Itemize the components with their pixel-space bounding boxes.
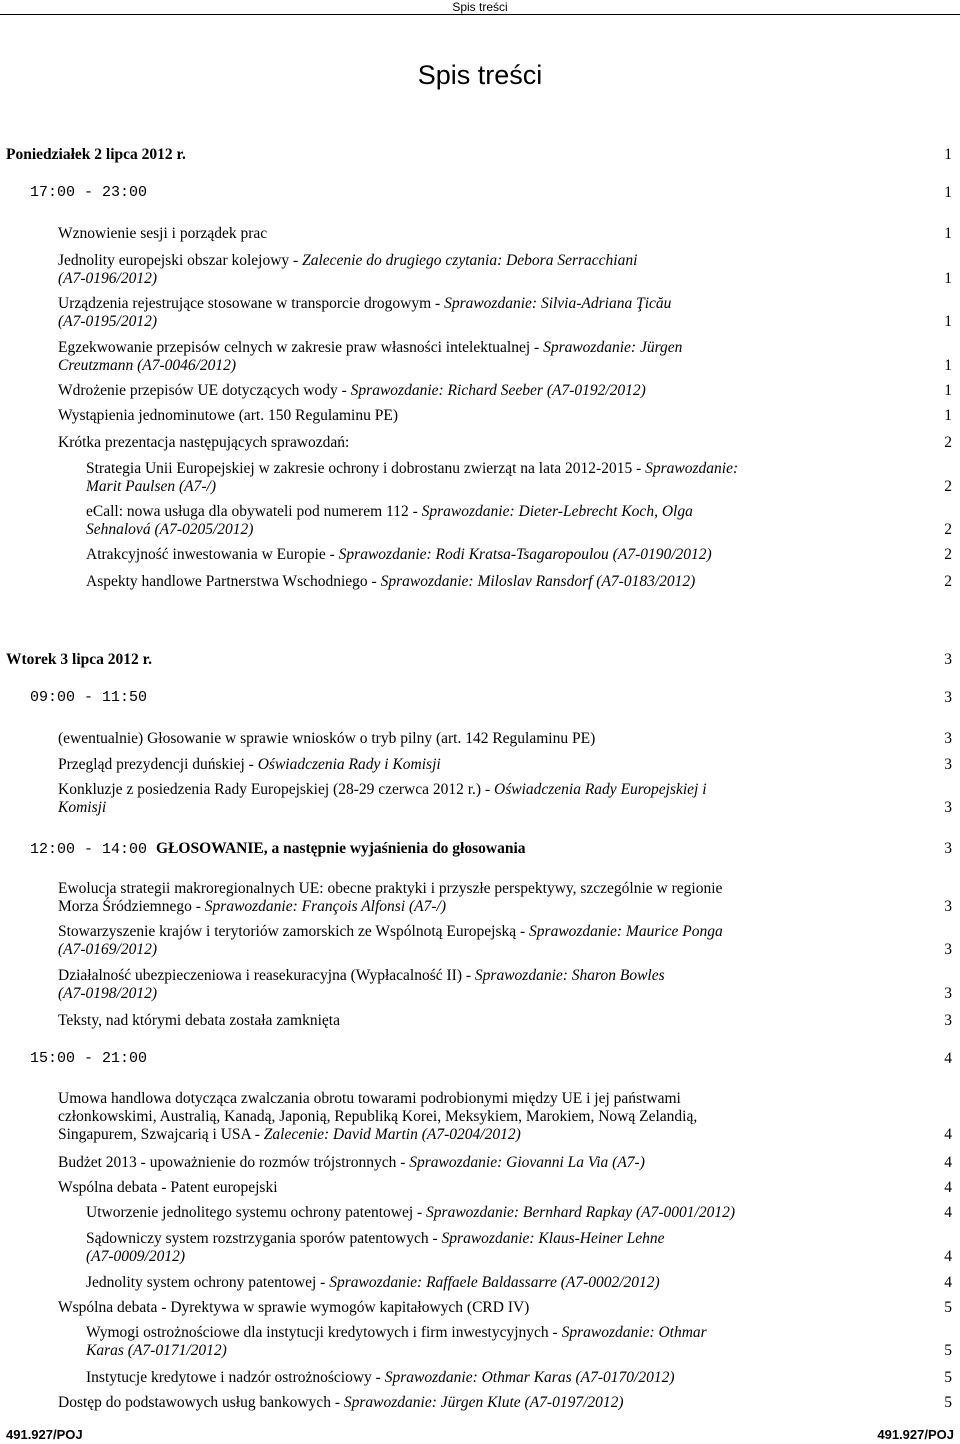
toc-entry-line [58, 898, 446, 916]
page-number: 3 [944, 689, 952, 706]
entry-rapporteur: Sprawozdanie: Raffaele Baldassarre (A7-0002/2012) [329, 1274, 660, 1291]
entry-title: Jednolity europejski obszar kolejowy - [58, 252, 303, 269]
entry-rapporteur: Sprawozdanie: Jürgen [543, 339, 683, 356]
toc-entry-line [86, 573, 695, 591]
entry-rapporteur: (A7-0169/2012) [58, 941, 158, 958]
page-number: 4 [944, 1154, 952, 1171]
entry-title: Przegląd prezydencji duńskiej - [58, 756, 258, 773]
entry-rapporteur: Oświadczenia Rady i Komisji [257, 756, 441, 773]
toc-entry-line [58, 252, 637, 270]
entry-rapporteur: Sprawozdanie: Dieter-Lebrecht Koch, Olga [421, 503, 693, 520]
entry-title: Umowa handlowa dotycząca zwalczania obrotu towarami podrobionymi między UE i jej państwami [58, 1090, 681, 1107]
toc-entry-line [58, 1090, 681, 1108]
page-number: 2 [944, 478, 952, 495]
entry-rapporteur: Sprawozdanie: Rodi Kratsa-Tsagaropoulou (A7-0190/2012) [338, 546, 712, 563]
page-number: 1 [944, 357, 952, 374]
page-number: 3 [944, 898, 952, 915]
entry-rapporteur: Sprawozdanie: Richard Seeber (A7-0192/2012) [350, 382, 646, 399]
toc-entry-line [86, 1342, 227, 1360]
page-number: 3 [944, 840, 952, 857]
page-number: 3 [944, 756, 952, 773]
page-number: 1 [944, 184, 952, 201]
entry-title: Wystąpienia jednominutowe (art. 150 Regulaminu PE) [58, 407, 398, 424]
entry-title: 17:00 - 23:00 [30, 184, 148, 201]
page-number: 5 [944, 1342, 952, 1359]
page-number: 2 [944, 573, 952, 590]
entry-rapporteur: Marit Paulsen (A7-/) [86, 478, 217, 495]
page-number: 5 [944, 1394, 952, 1411]
entry-rapporteur: Sprawozdanie: [645, 460, 739, 477]
toc-entry-line [58, 985, 157, 1003]
toc-entry-line [86, 1248, 185, 1266]
entry-rapporteur: Sprawozdanie: Miloslav Ransdorf (A7-0183/2012) [380, 573, 696, 590]
page-number: 1 [944, 382, 952, 399]
entry-rapporteur: (A7-0009/2012) [86, 1248, 186, 1265]
entry-title: Krótka prezentacja następujących sprawozdań: [58, 434, 350, 451]
entry-rapporteur: Sprawozdanie: Jürgen Klute (A7-0197/2012) [343, 1394, 624, 1411]
entry-title: Strategia Unii Europejskiej w zakresie ochrony i dobrostanu zwierząt na lata 2012-2015 - [86, 460, 646, 477]
entry-rapporteur: Sehnalová (A7-0205/2012) [86, 521, 254, 538]
entry-title: Sądowniczy system rozstrzygania sporów patentowych - [86, 1230, 442, 1247]
page-number: 3 [944, 941, 952, 958]
entry-title: 09:00 - 11:50 [30, 689, 148, 706]
toc-entry-line [6, 651, 152, 669]
toc-entry-line [58, 339, 682, 357]
entry-rapporteur: Sprawozdanie: Klaus-Heiner Lehne [441, 1230, 665, 1247]
entry-title: Egzekwowanie przepisów celnych w zakresie praw własności intelektualnej - [58, 339, 544, 356]
toc-entry-line [30, 689, 147, 707]
toc-entry-line [58, 407, 398, 425]
toc-entry-line [86, 503, 693, 521]
entry-title: Konkluzje z posiedzenia Rady Europejskiej (28-29 czerwca 2012 r.) - [58, 781, 494, 798]
entry-bold-title: GŁOSOWANIE, a następnie wyjaśnienia do głosowania [156, 840, 526, 857]
entry-rapporteur: Creutzmann (A7-0046/2012) [58, 357, 237, 374]
page-number: 3 [944, 799, 952, 816]
page-number: 3 [944, 1012, 952, 1029]
entry-title: Singapurem, Szwajcarią i USA - [58, 1126, 264, 1143]
page-number: 3 [944, 730, 952, 747]
entry-rapporteur: Sprawozdanie: Silvia-Adriana Ţicău [444, 295, 672, 312]
toc-entry-line [58, 880, 722, 898]
entry-title: Urządzenia rejestrujące stosowane w transporcie drogowym - [58, 295, 445, 312]
page-number: 4 [944, 1274, 952, 1291]
entry-title: Budżet 2013 - upoważnienie do rozmów trójstronnych - [58, 1154, 410, 1171]
entry-title: (ewentualnie) Głosowanie w sprawie wniosków o tryb pilny (art. 142 Regulaminu PE) [58, 730, 596, 747]
entry-title: Teksty, nad którymi debata została zamknięta [58, 1012, 340, 1029]
toc-entry-line [58, 270, 157, 288]
entry-title: Ewolucja strategii makroregionalnych UE: obecne praktyki i przyszłe perspektywy, szczególnie w regionie [58, 880, 723, 897]
toc-entry-line [86, 478, 216, 496]
page-number: 2 [944, 546, 952, 563]
toc-entry-line [6, 146, 186, 164]
entry-rapporteur: Sprawozdanie: Giovanni La Via (A7-) [409, 1154, 645, 1171]
entry-title: Wznowienie sesji i porządek prac [58, 225, 268, 242]
entry-rapporteur: Karas (A7-0171/2012) [86, 1342, 227, 1359]
page-number: 4 [944, 1126, 952, 1143]
toc-entry-line [86, 521, 253, 539]
entry-title: Atrakcyjność inwestowania w Europie - [86, 546, 339, 563]
toc-entry-line [58, 434, 349, 452]
toc-entry-line [30, 1050, 147, 1068]
entry-title: Dostęp do podstawowych usług bankowych - [58, 1394, 344, 1411]
entry-rapporteur: Sprawozdanie: Sharon Bowles [474, 967, 665, 984]
entry-title: Działalność ubezpieczeniowa i reasekuracyjna (Wypłacalność II) - [58, 967, 475, 984]
page-number: 2 [944, 434, 952, 451]
footer-doc-number-left: 491.927/POJ [6, 1427, 83, 1442]
toc-entry-line [86, 1274, 660, 1292]
entry-title: Morza Śródziemnego - [58, 898, 205, 915]
page-number: 1 [944, 407, 952, 424]
toc-entry-line [58, 357, 236, 375]
toc-entry-line [58, 1154, 645, 1172]
toc-entry-line [86, 460, 738, 478]
entry-rapporteur: (A7-0195/2012) [58, 313, 158, 330]
toc-entry-line [86, 1324, 707, 1342]
entry-rapporteur: (A7-0196/2012) [58, 270, 158, 287]
entry-title: eCall: nowa usługa dla obywateli pod numerem 112 - [86, 503, 422, 520]
toc-entry-line [58, 225, 267, 243]
toc-entry-line [58, 1012, 340, 1030]
toc-entry-line [58, 756, 441, 774]
toc-entry-line [58, 382, 646, 400]
page-number: 4 [944, 1248, 952, 1265]
toc-entry-line [58, 1299, 529, 1317]
page-number: 4 [944, 1179, 952, 1196]
page-number: 1 [944, 313, 952, 330]
entry-title: Wymogi ostrożnościowe dla instytucji kredytowych i firm inwestycyjnych - [86, 1324, 562, 1341]
footer-doc-number-right: 491.927/POJ [877, 1427, 954, 1442]
entry-rapporteur: Oświadczenia Rady Europejskiej i [494, 781, 707, 798]
page-number: 4 [944, 1050, 952, 1067]
toc-entry-line [58, 781, 707, 799]
entry-title: Wspólna debata - Dyrektywa w sprawie wymogów kapitałowych (CRD IV) [58, 1299, 530, 1316]
toc-entry-line [86, 1369, 675, 1387]
toc-entry-line [58, 313, 157, 331]
entry-title: Wspólna debata - Patent europejski [58, 1179, 278, 1196]
entry-title: Utworzenie jednolitego systemu ochrony patentowej - [86, 1204, 427, 1221]
page-number: 1 [944, 146, 952, 163]
entry-rapporteur: Sprawozdanie: Maurice Ponga [529, 923, 723, 940]
entry-title: Wdrożenie przepisów UE dotyczących wody - [58, 382, 351, 399]
toc-entry-line [86, 1230, 665, 1248]
entry-rapporteur: Sprawozdanie: Bernhard Rapkay (A7-0001/2012) [426, 1204, 735, 1221]
page-number: 2 [944, 521, 952, 538]
toc-entry-line [58, 941, 157, 959]
toc-entry-line [58, 295, 671, 313]
toc-entry-line [58, 799, 106, 817]
entry-title: członkowskimi, Australią, Kanadą, Japonią, Republiką Korei, Meksykiem, Marokiem, Nową Zelandią, [58, 1108, 698, 1125]
running-header: Spis treści [452, 0, 508, 14]
entry-title: Stowarzyszenie krajów i terytoriów zamorskich ze Wspólnotą Europejską - [58, 923, 530, 940]
page-number: 5 [944, 1299, 952, 1316]
entry-title: Instytucje kredytowe i nadzór ostrożnościowy - [86, 1369, 385, 1386]
toc-entry-line [58, 1126, 521, 1144]
entry-title: 15:00 - 21:00 [30, 1050, 148, 1067]
page-number: 3 [944, 651, 952, 668]
entry-rapporteur: Komisji [58, 799, 107, 816]
page-title: Spis treści [417, 60, 543, 90]
page-number: 5 [944, 1369, 952, 1386]
entry-rapporteur: Sprawozdanie: Othmar [561, 1324, 707, 1341]
entry-rapporteur: Sprawozdanie: François Alfonsi (A7-/) [204, 898, 447, 915]
entry-title: Jednolity system ochrony patentowej - [86, 1274, 330, 1291]
page-number: 1 [944, 225, 952, 242]
page-number: 3 [944, 985, 952, 1002]
toc-entry-line [58, 1108, 697, 1126]
page-number: 1 [944, 270, 952, 287]
toc-entry-line [58, 923, 723, 941]
toc-entry-line [30, 840, 526, 859]
toc-entry-line [58, 967, 665, 985]
entry-rapporteur: Sprawozdanie: Othmar Karas (A7-0170/2012) [384, 1369, 675, 1386]
entry-title: 12:00 - 14:00 [30, 841, 157, 858]
toc-entry-line [58, 730, 595, 748]
entry-rapporteur: Zalecenie do drugiego czytania: Debora Serracchiani [302, 252, 638, 269]
header-divider [0, 14, 960, 15]
entry-title: Aspekty handlowe Partnerstwa Wschodniego - [86, 573, 381, 590]
toc-entry-line [58, 1179, 278, 1197]
toc-entry-line [30, 184, 147, 202]
entry-rapporteur: Zalecenie: David Martin (A7-0204/2012) [263, 1126, 521, 1143]
entry-title: Poniedziałek 2 lipca 2012 r. [6, 146, 186, 163]
entry-rapporteur: (A7-0198/2012) [58, 985, 158, 1002]
toc-entry-line [58, 1394, 624, 1412]
entry-title: Wtorek 3 lipca 2012 r. [6, 651, 152, 668]
toc-entry-line [86, 546, 712, 564]
toc-entry-line [86, 1204, 735, 1222]
page-number: 4 [944, 1204, 952, 1221]
